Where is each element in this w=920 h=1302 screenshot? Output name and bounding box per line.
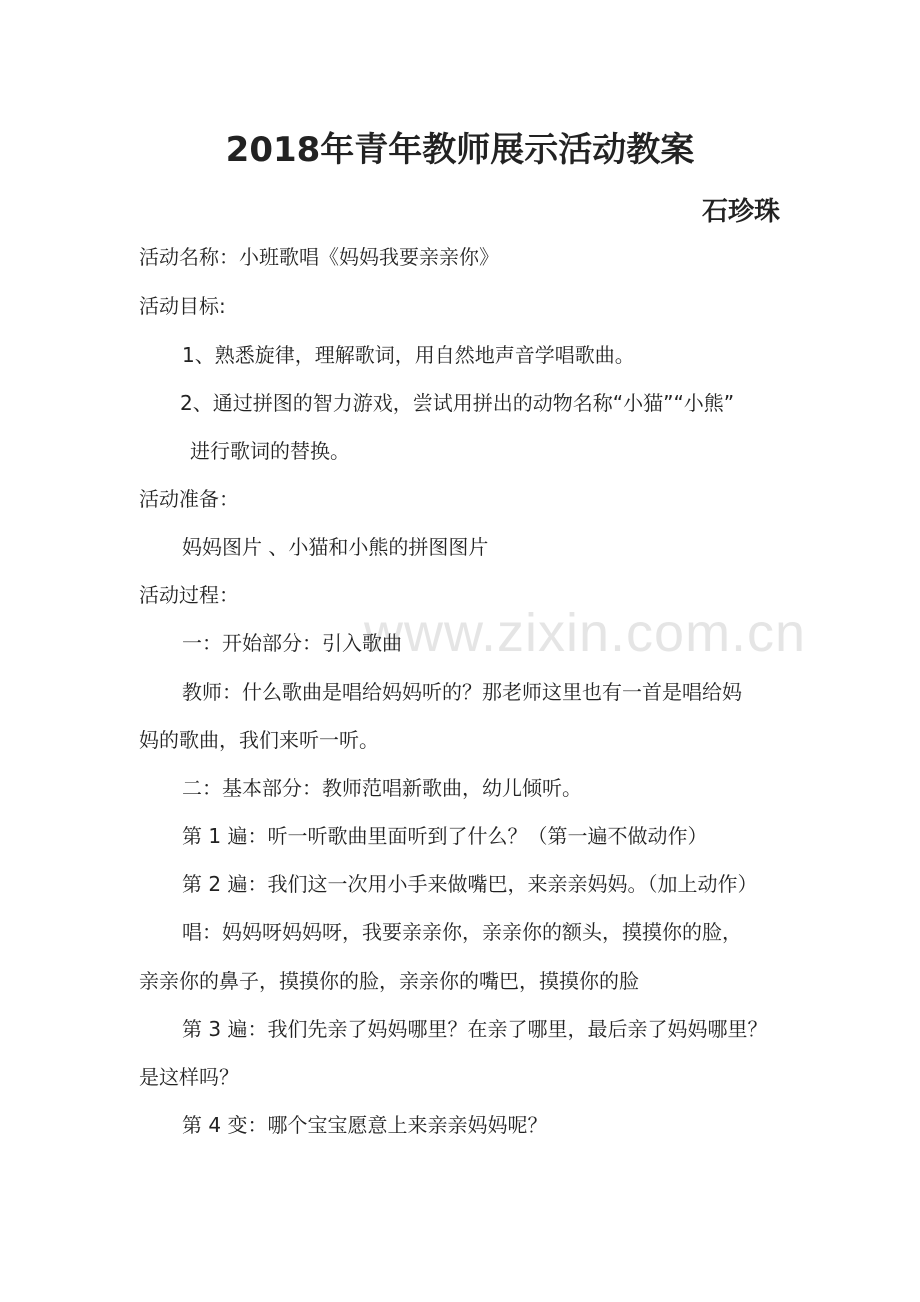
goal-item-2-continued: 进行歌词的替换。 — [190, 439, 350, 463]
goal-item-1: 1、熟悉旋律，理解歌词，用自然地声音学唱歌曲。 — [182, 343, 635, 367]
part-one-heading: 一：开始部分：引入歌曲 — [182, 631, 402, 655]
author-name: 石珍珠 — [701, 197, 780, 227]
round-3-continued: 是这样吗？ — [139, 1065, 239, 1089]
activity-goals-heading: 活动目标: — [139, 294, 226, 318]
prep-materials: 妈妈图片 、小猫和小熊的拼图图片 — [182, 535, 489, 559]
lyrics-line-2: 亲亲你的鼻子，摸摸你的脸，亲亲你的嘴巴，摸摸你的脸 — [139, 969, 639, 993]
round-1: 第 1 遍：听一听歌曲里面听到了什么？（第一遍不做动作） — [182, 824, 708, 848]
activity-prep-heading: 活动准备： — [139, 487, 239, 511]
document-title: 2018年青年教师展示活动教案 — [225, 130, 695, 170]
goal-item-2: 2、通过拼图的智力游戏，尝试用拼出的动物名称“小猫”“小熊” — [180, 391, 735, 415]
teacher-line-1: 教师：什么歌曲是唱给妈妈听的？那老师这里也有一首是唱给妈 — [182, 680, 742, 704]
activity-name-line: 活动名称：小班歌唱《妈妈我要亲亲你》 — [139, 245, 499, 269]
lyrics-line-1: 唱：妈妈呀妈妈呀，我要亲亲你，亲亲你的额头，摸摸你的脸， — [182, 920, 742, 944]
round-2: 第 2 遍：我们这一次用小手来做嘴巴，来亲亲妈妈。（加上动作） — [182, 872, 758, 896]
watermark: www.zixin.com.cn — [364, 603, 807, 663]
round-4: 第 4 变：哪个宝宝愿意上来亲亲妈妈呢？ — [182, 1113, 548, 1137]
activity-process-heading: 活动过程： — [139, 583, 239, 607]
round-3: 第 3 遍：我们先亲了妈妈哪里？在亲了哪里，最后亲了妈妈哪里？ — [182, 1017, 768, 1041]
part-two-heading: 二：基本部分：教师范唱新歌曲，幼儿倾听。 — [182, 776, 582, 800]
teacher-line-2: 妈的歌曲，我们来听一听。 — [139, 728, 379, 752]
